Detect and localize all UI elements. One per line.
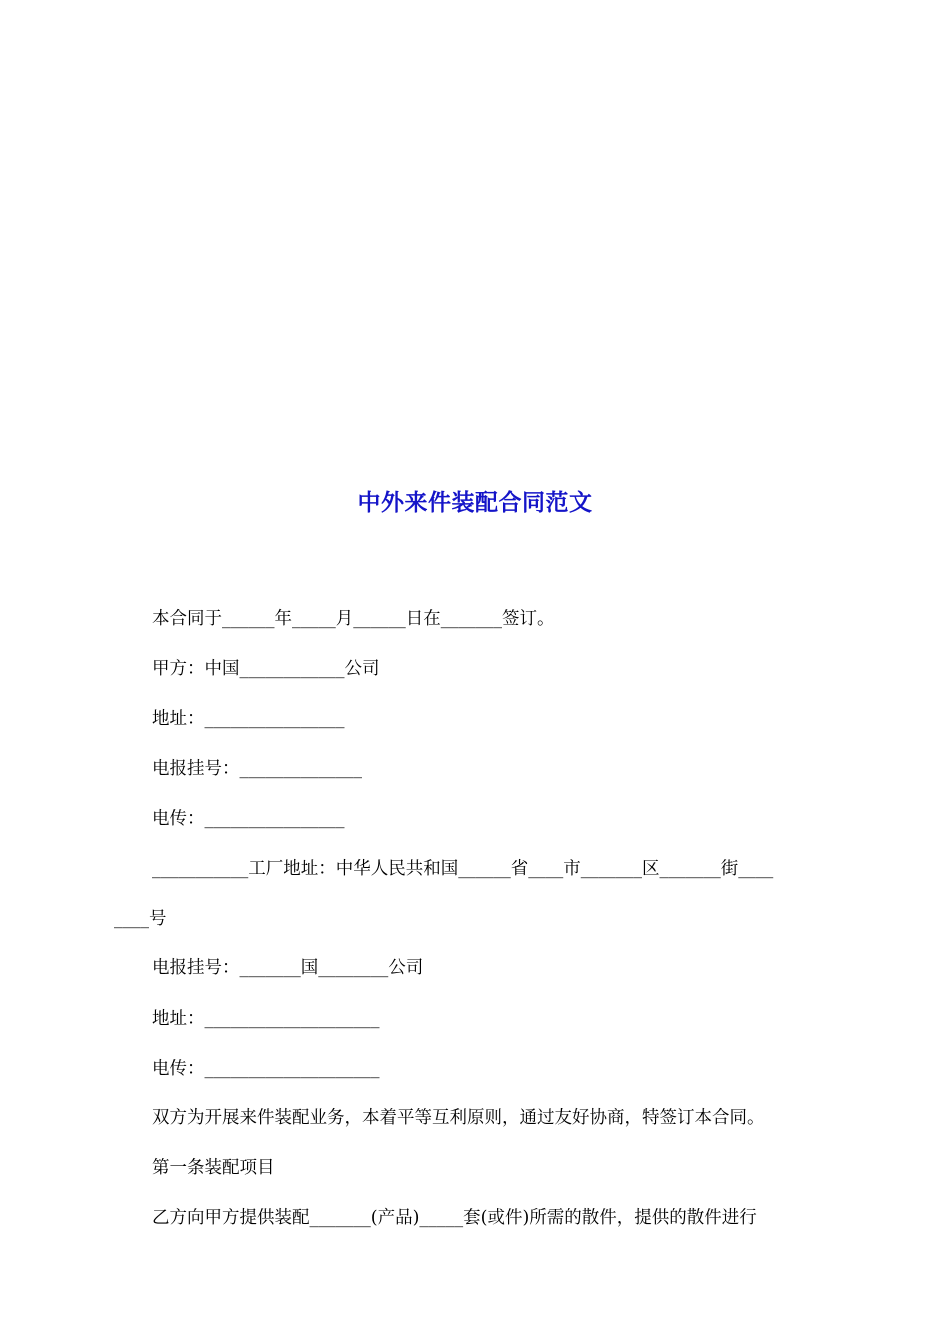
party-a-line: 甲方：中国____________公司	[152, 659, 380, 679]
document-title: 中外来件装配合同范文	[357, 489, 593, 516]
article-1-text: 乙方向甲方提供装配_______(产品)_____套(或件)所需的散件，提供的散件进行	[152, 1208, 757, 1228]
factory-address-line-cont: ____号	[114, 909, 167, 929]
party-b-telex-line: 电传：____________________	[152, 1059, 380, 1079]
party-a-telex-line: 电传：________________	[152, 809, 345, 829]
party-b-telegraph-line: 电报挂号：_______国________公司	[152, 958, 424, 978]
factory-address-line: ___________工厂地址：中华人民共和国______省____市_______区_______街____	[152, 859, 774, 879]
signing-date-line: 本合同于______年_____月______日在_______签订。	[152, 609, 555, 629]
article-1-heading: 第一条装配项目	[152, 1158, 275, 1178]
intro-paragraph: 双方为开展来件装配业务，本着平等互利原则，通过友好协商，特签订本合同。	[152, 1108, 765, 1128]
party-a-telegraph-line: 电报挂号：______________	[152, 759, 362, 779]
party-b-address-line: 地址：____________________	[152, 1009, 380, 1029]
party-a-address-line: 地址：________________	[152, 709, 345, 729]
